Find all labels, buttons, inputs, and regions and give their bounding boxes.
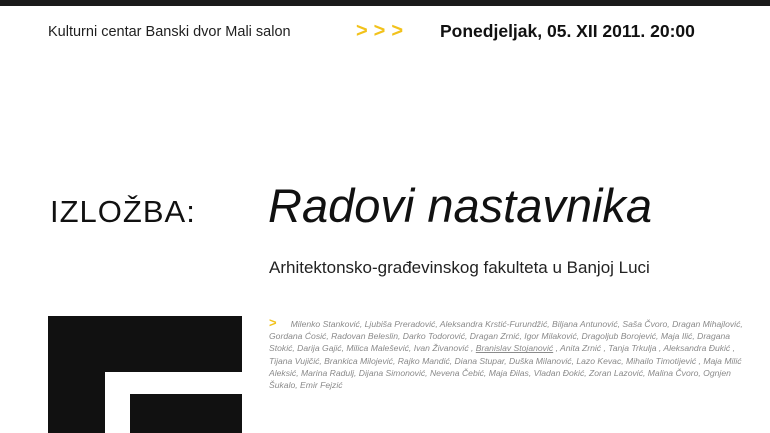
- top-dark-strip: [0, 0, 770, 6]
- exhibition-title: Radovi nastavnika: [268, 179, 653, 232]
- bracket-logo-icon: [0, 316, 242, 433]
- exhibition-label: IZLOŽBA:: [50, 194, 196, 229]
- venue-text: Kulturni centar Banski dvor Mali salon: [48, 24, 291, 40]
- arrows-icon: >>>: [356, 20, 410, 42]
- participants-text-b: , Anita Zrnić , Tanja Trkulja , Aleksandra Đukić , Tijana Vujičić, Brankica Milojević, Rajko Mandić, Diana Stupar, Duška Milanović, Lazo Kevac, Mihailo Timotijević , Maja Milić Aleksić, Marina Radulj, Dijana Simonović, Nevena Čebić, Maja Đilas, Vladan Đokić, Zoran Lazović, Malina Čvoro, Ognjen Šukalo, Emir Fejzić: [269, 343, 742, 391]
- chevron-right-icon: >: [269, 315, 277, 330]
- event-date: Ponedjeljak, 05. XII 2011. 20:00: [440, 21, 695, 41]
- exhibition-subtitle: Arhitektonsko-građevinskog fakulteta u Banjoj Luci: [269, 258, 650, 277]
- participants-list: [269, 315, 747, 391]
- participants-text-a: Milenko Stanković, Ljubiša Preradović, Aleksandra Krstić-Furundžić, Biljana Antunović, Saša Čvoro, Dragan Mihajlović, Gordana Ćosić, Radovan Beleslin, Darko Todorović, Dragan Zrnić, Igor Milaković, Dragoljub Borojević, Maja Ilić, Dragana Stokić, Darija Gajić, Milica Malešević, Ivan Živanović ,: [269, 319, 743, 354]
- participants-underlined-name: Branislav Stojanović: [475, 343, 554, 354]
